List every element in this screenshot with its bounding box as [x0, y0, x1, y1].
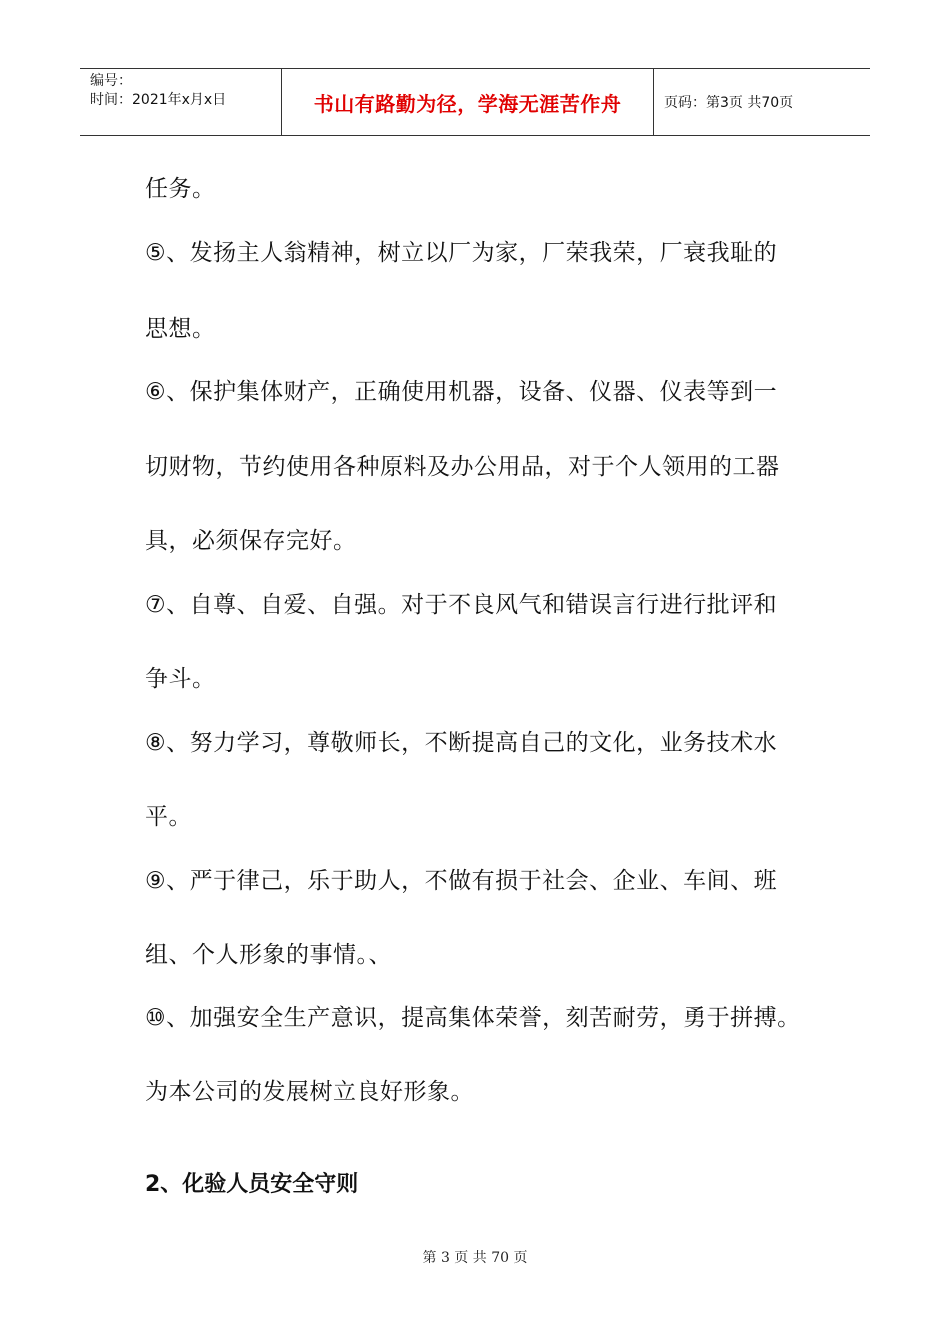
body-line: 平。 [145, 804, 192, 830]
body-line: ⑦、自尊、自爱、自强。对于不良风气和错误言行进行批评和 [145, 592, 778, 618]
header-motto: 书山有路勤为径，学海无涯苦作舟 [282, 69, 654, 135]
body-line: 任务。 [145, 176, 216, 202]
body-line: ⑥、保护集体财产，正确使用机器，设备、仪器、仪表等到一 [145, 379, 778, 405]
body-line: ⑤、发扬主人翁精神，树立以厂为家，厂荣我荣，厂衰我耻的 [145, 240, 778, 266]
section-heading: 2、化验人员安全守则 [145, 1172, 359, 1197]
body-line: 思想。 [145, 316, 216, 342]
header-meta [80, 69, 282, 135]
body-line: ⑩、加强安全生产意识，提高集体荣誉，刻苦耐劳，勇于拼搏。 [145, 1005, 801, 1031]
body-line: 切财物，节约使用各种原料及办公用品，对于个人领用的工器 [145, 454, 780, 480]
header-page-info: 页码：第3页 共70页 [664, 95, 794, 111]
body-line: 争斗。 [145, 666, 216, 692]
body-line: 具，必须保存完好。 [145, 528, 357, 554]
page-header [80, 68, 870, 136]
body-line: 组、个人形象的事情。、 [145, 942, 392, 968]
doc-number-label: 编号： [90, 73, 132, 89]
body-line: ⑨、严于律己，乐于助人，不做有损于社会、企业、车间、班 [145, 868, 778, 894]
body-line: ⑧、努力学习，尊敬师长，不断提高自己的文化，业务技术水 [145, 730, 778, 756]
body-line: 为本公司的发展树立良好形象。 [145, 1079, 474, 1105]
page-footer: 第 3 页 共 70 页 [422, 1250, 528, 1266]
doc-date-label: 时间：2021年x月x日 [90, 92, 227, 108]
